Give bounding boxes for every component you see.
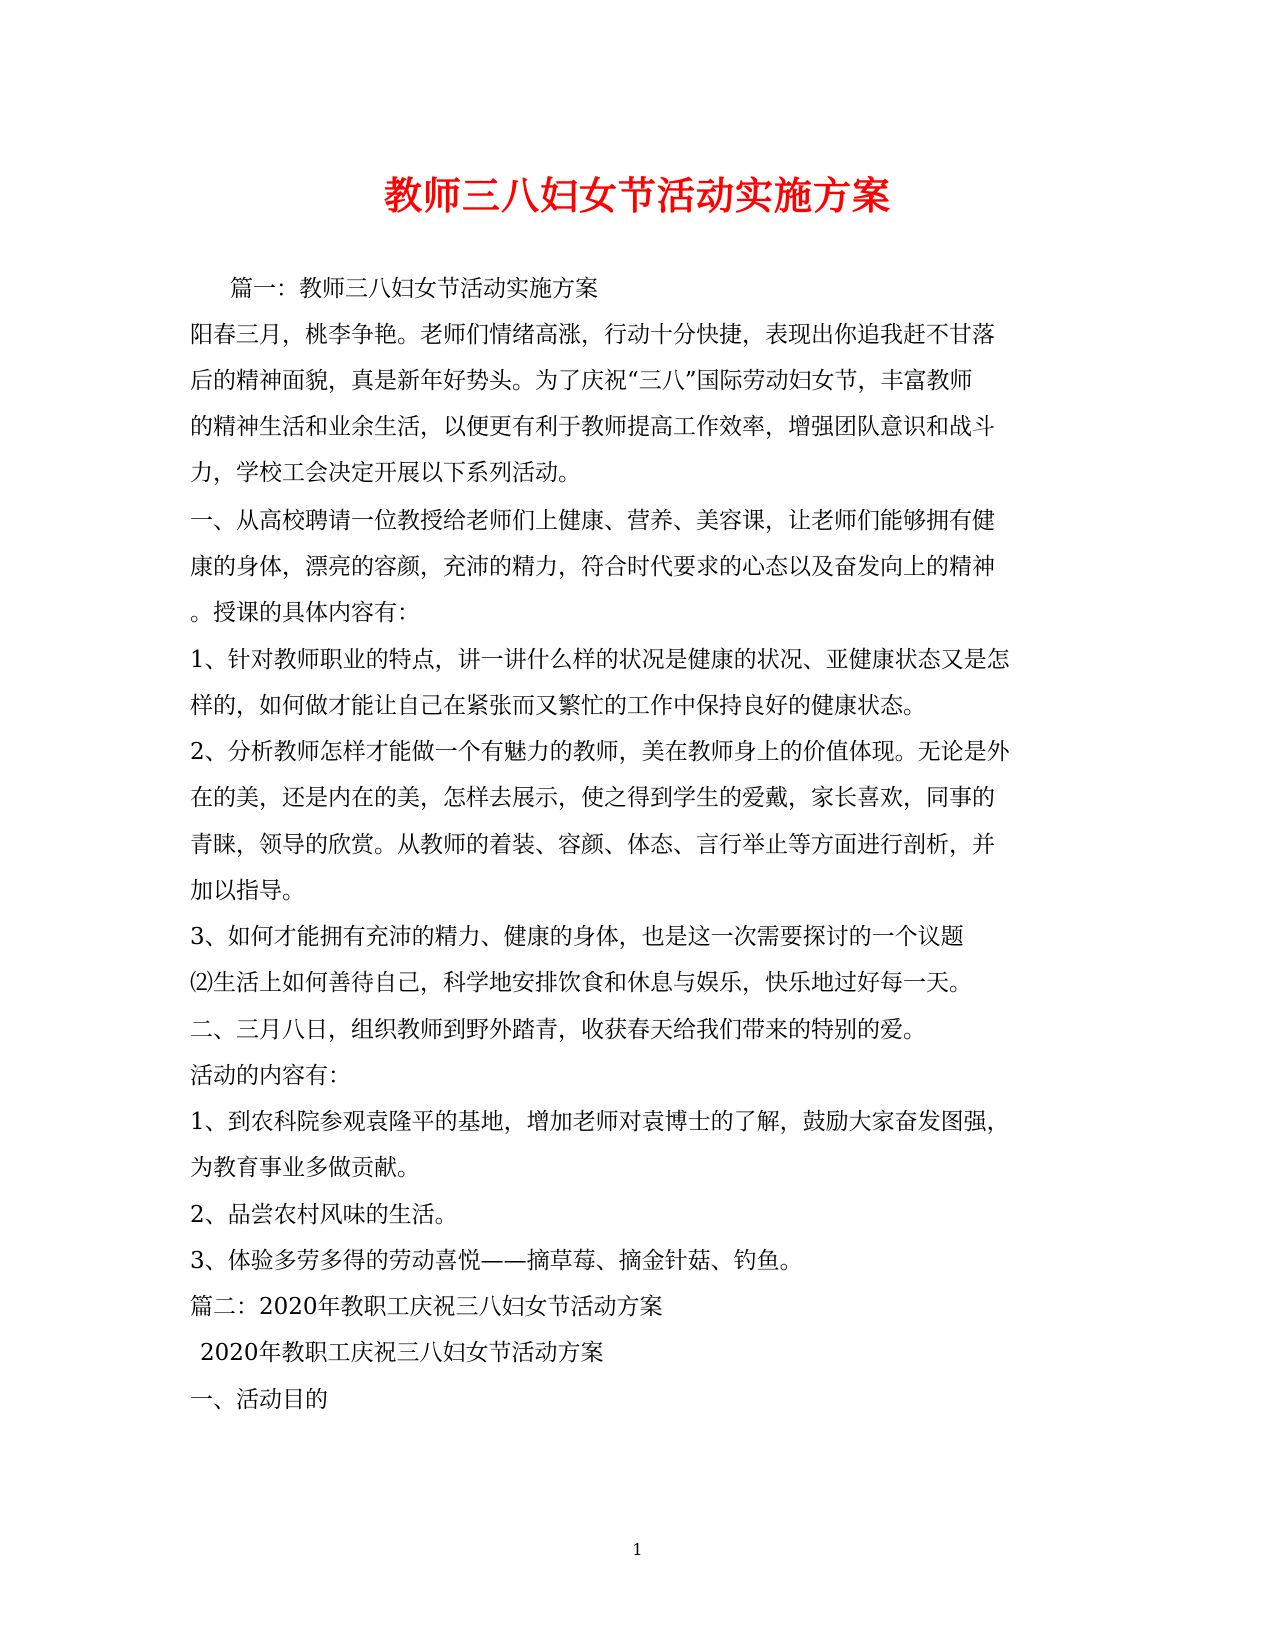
paragraph-line: 样的，如何做才能让自己在紧张而又繁忙的工作中保持良好的健康状态。 bbox=[190, 693, 926, 719]
paragraph-line: 阳春三月，桃李争艳。老师们情绪高涨，行动十分快捷，表现出你追我赶不甘落 bbox=[190, 322, 995, 348]
paragraph-line: 活动的内容有： bbox=[190, 1063, 351, 1089]
paragraph-line: 1、到农科院参观袁隆平的基地，增加老师对袁博士的了解，鼓励大家奋发图强， bbox=[190, 1109, 1010, 1135]
paragraph-line: 。授课的具体内容有： bbox=[190, 600, 420, 626]
paragraph-line: 2、品尝农村风味的生活。 bbox=[190, 1202, 458, 1228]
paragraph-line: 2、分析教师怎样才能做一个有魅力的教师，美在教师身上的价值体现。无论是外 bbox=[190, 739, 1010, 765]
paragraph-line: 青睐，领导的欣赏。从教师的着装、容颜、体态、言行举止等方面进行剖析，并 bbox=[190, 832, 995, 858]
paragraph-line: 3、如何才能拥有充沛的精力、健康的身体，也是这一次需要探讨的一个议题 bbox=[190, 924, 964, 950]
paragraph-line: 为教育事业多做贡献。 bbox=[190, 1155, 420, 1181]
paragraph-line: 二、三月八日，组织教师到野外踏青，收获春天给我们带来的特别的爱。 bbox=[190, 1017, 926, 1043]
paragraph-line: 力，学校工会决定开展以下系列活动。 bbox=[190, 460, 581, 486]
paragraph-line: 后的精神面貌，真是新年好势头。为了庆祝“三八”国际劳动妇女节，丰富教师 bbox=[190, 368, 973, 394]
paragraph-line: 在的美，还是内在的美，怎样去展示，使之得到学生的爱戴，家长喜欢，同事的 bbox=[190, 785, 995, 811]
subheading: 2020年教职工庆祝三八妇女节活动方案 bbox=[200, 1340, 604, 1366]
paragraph-line: 加以指导。 bbox=[190, 878, 305, 904]
paragraph-line: 3、体验多劳多得的劳动喜悦——摘草莓、摘金针菇、钓鱼。 bbox=[190, 1248, 803, 1274]
section-heading-2: 篇二：2020年教职工庆祝三八妇女节活动方案 bbox=[190, 1294, 663, 1320]
paragraph-line: 一、活动目的 bbox=[190, 1387, 328, 1413]
paragraph-line: 一、从高校聘请一位教授给老师们上健康、营养、美容课，让老师们能够拥有健 bbox=[190, 508, 995, 534]
page-number: 1 bbox=[632, 1540, 643, 1559]
paragraph-line: 1、针对教师职业的特点，讲一讲什么样的状况是健康的状况、亚健康状态又是怎 bbox=[190, 647, 1010, 673]
section-heading-1: 篇一：教师三八妇女节活动实施方案 bbox=[230, 276, 598, 302]
paragraph-line: 康的身体，漂亮的容颜，充沛的精力，符合时代要求的心态以及奋发向上的精神 bbox=[190, 554, 995, 580]
paragraph-line: ⑵生活上如何善待自己，科学地安排饮食和休息与娱乐，快乐地过好每一天。 bbox=[190, 970, 972, 996]
paragraph-line: 的精神生活和业余生活，以便更有利于教师提高工作效率，增强团队意识和战斗 bbox=[190, 414, 995, 440]
document-title: 教师三八妇女节活动实施方案 bbox=[383, 173, 891, 218]
